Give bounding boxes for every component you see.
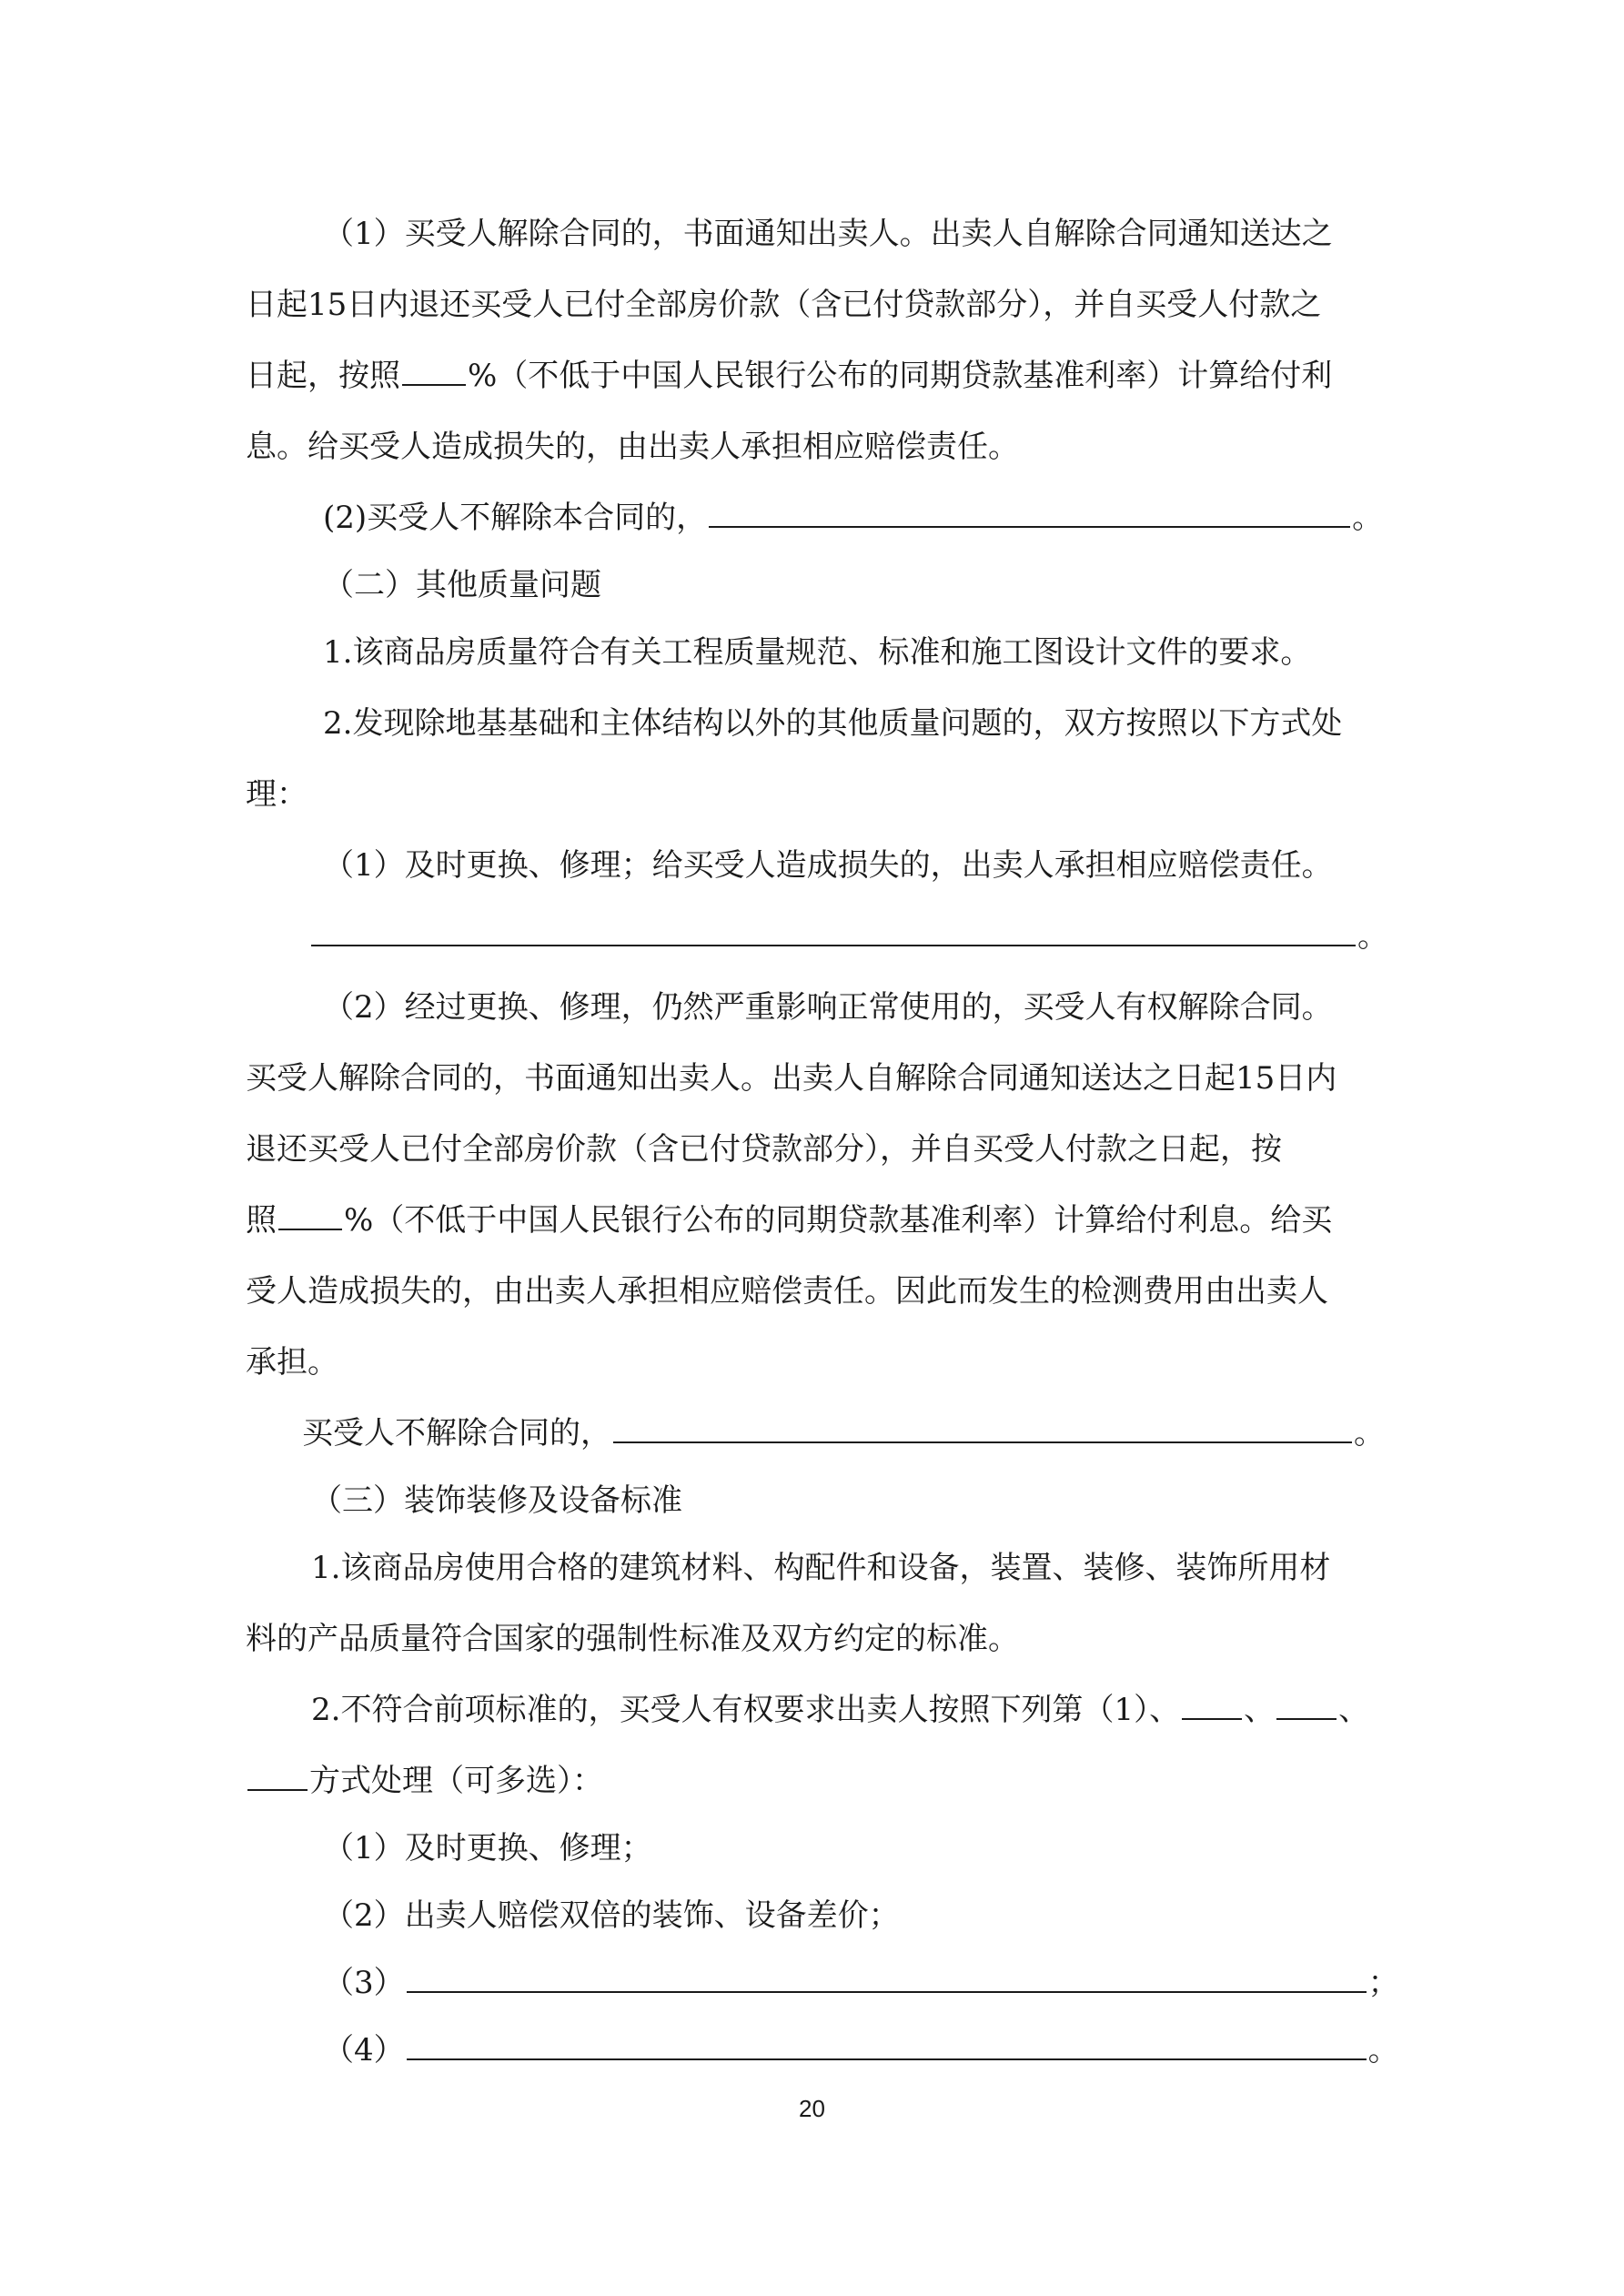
section-heading <box>323 565 601 605</box>
text: （二）其他质量问题 <box>323 567 601 603</box>
fill-in-blank <box>278 1201 342 1230</box>
fill-in-blank <box>407 1964 1367 1993</box>
text: （2）出卖人赔偿双倍的装饰、设备差价； <box>323 1897 900 1934</box>
paragraph-line <box>311 1548 1330 1588</box>
text: 、 <box>1244 1692 1276 1728</box>
text: 。 <box>1357 918 1388 955</box>
list-item <box>323 1963 1399 2003</box>
paragraph-line <box>246 356 1332 396</box>
text: 。 <box>1354 1415 1385 1451</box>
fill-in-blank <box>613 1414 1352 1443</box>
paragraph-line <box>323 498 1383 538</box>
text: 承担。 <box>246 1344 338 1381</box>
section-heading <box>311 1481 682 1521</box>
text: （1）及时更换、修理；给买受人造成损失的，出卖人承担相应赔偿责任。 <box>323 847 1333 884</box>
text: 。 <box>1367 2032 1399 2068</box>
text: 日起15日内退还买受人已付全部房价款（含已付贷款部分），并自买受人付款之 <box>246 287 1322 323</box>
paragraph-line <box>246 1058 1337 1098</box>
fill-in-blank <box>709 499 1350 528</box>
text: 理： <box>246 776 308 813</box>
text: （2）经过更换、修理，仍然严重影响正常使用的，买受人有权解除合同。 <box>323 989 1333 1026</box>
text: 息。给买受人造成损失的，由出卖人承担相应赔偿责任。 <box>246 429 1019 465</box>
text: 买受人解除合同的，书面通知出卖人。出卖人自解除合同通知送达之日起15日内 <box>246 1060 1337 1097</box>
paragraph-line <box>246 1271 1328 1311</box>
text: 方式处理（可多选）： <box>309 1763 603 1799</box>
paragraph-line <box>246 1761 603 1801</box>
fill-in-blank <box>1276 1691 1337 1720</box>
paragraph-line <box>246 1342 338 1382</box>
page-number: 20 <box>799 2095 825 2122</box>
text: 2.发现除地基基础和主体结构以外的其他质量问题的，双方按照以下方式处 <box>323 705 1343 742</box>
fill-in-blank <box>1182 1691 1242 1720</box>
paragraph-line <box>246 427 1019 467</box>
paragraph-line <box>309 916 1388 956</box>
text: 2.不符合前项标准的，买受人有权要求出卖人按照下列第（1）、 <box>311 1692 1181 1728</box>
fill-in-blank <box>407 2031 1367 2060</box>
paragraph-line <box>302 1413 1385 1453</box>
list-item <box>323 1896 900 1936</box>
paragraph-line <box>311 1690 1369 1730</box>
list-item <box>323 2030 1399 2070</box>
paragraph-line <box>246 774 308 814</box>
text: （4） <box>323 2032 405 2068</box>
text: 。 <box>1352 500 1384 536</box>
paragraph-line <box>323 987 1333 1027</box>
text: （三）装饰装修及设备标准 <box>311 1482 682 1519</box>
text: 受人造成损失的，由出卖人承担相应赔偿责任。因此而发生的检测费用由出卖人 <box>246 1273 1328 1310</box>
paragraph-line <box>323 632 1311 673</box>
text: ； <box>1367 1965 1399 2001</box>
paragraph-line <box>246 1619 1019 1659</box>
text: %（不低于中国人民银行公布的同期贷款基准利率）计算给付利 <box>468 358 1333 394</box>
text: (2)买受人不解除本合同的， <box>323 500 708 536</box>
fill-in-blank <box>247 1762 308 1791</box>
paragraph-line <box>246 1200 1332 1240</box>
text: （1）及时更换、修理； <box>323 1830 652 1866</box>
text: （1）买受人解除合同的，书面通知出卖人。出卖人自解除合同通知送达之 <box>323 216 1333 252</box>
text: 日起，按照 <box>246 358 400 394</box>
text: 1.该商品房质量符合有关工程质量规范、标准和施工图设计文件的要求。 <box>323 634 1312 671</box>
fill-in-blank <box>311 917 1356 946</box>
text: （3） <box>323 1965 405 2001</box>
text: 买受人不解除合同的， <box>302 1415 611 1451</box>
text: 、 <box>1338 1692 1370 1728</box>
paragraph-line <box>323 703 1342 743</box>
paragraph-line <box>246 285 1321 325</box>
text: 料的产品质量符合国家的强制性标准及双方约定的标准。 <box>246 1621 1019 1657</box>
paragraph-line <box>323 845 1333 885</box>
paragraph-line <box>323 214 1333 254</box>
paragraph-line <box>246 1129 1282 1169</box>
fill-in-blank <box>402 357 466 386</box>
text: %（不低于中国人民银行公布的同期贷款基准利率）计算给付利息。给买 <box>344 1202 1333 1239</box>
text: 照 <box>246 1202 277 1239</box>
text: 1.该商品房使用合格的建筑材料、构配件和设备，装置、装修、装饰所用材 <box>311 1550 1331 1586</box>
list-item <box>323 1828 652 1868</box>
text: 退还买受人已付全部房价款（含已付贷款部分），并自买受人付款之日起，按 <box>246 1131 1282 1168</box>
